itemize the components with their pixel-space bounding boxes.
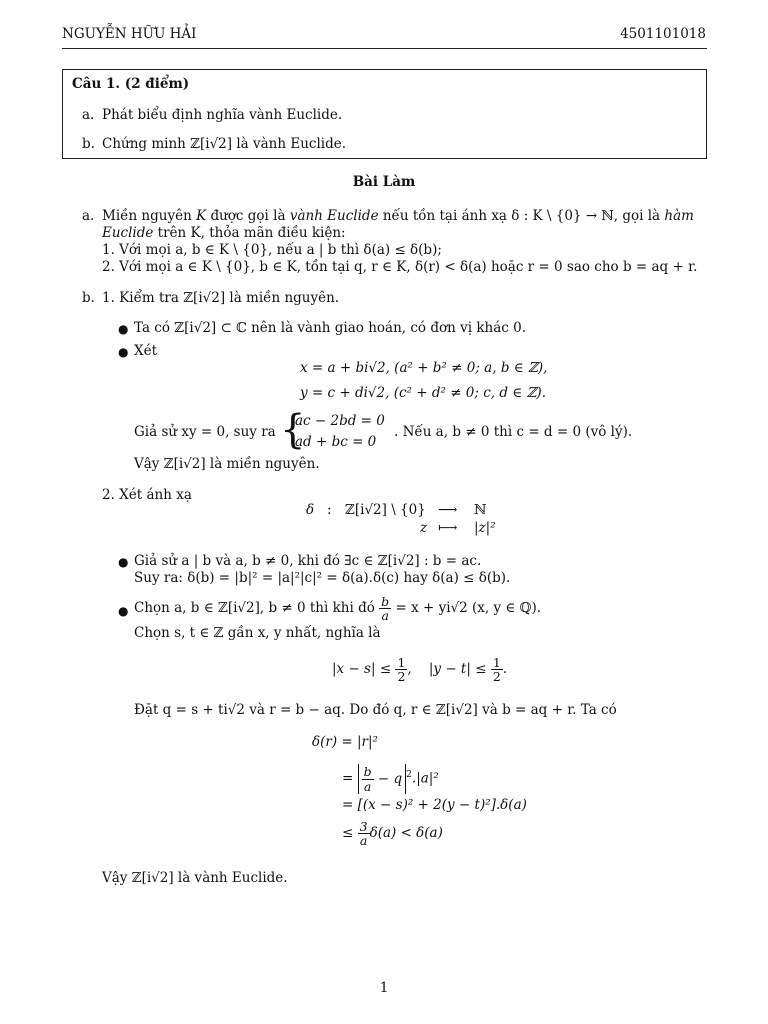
fraction-numerator: 1 [492, 654, 501, 670]
fraction-numerator: b [363, 764, 372, 780]
header-rule [62, 48, 707, 49]
solution-heading: Bài Làm [352, 174, 416, 190]
calc-2-eq: = [342, 770, 354, 787]
calc-line-4 [342, 818, 443, 848]
part-a-line1-K: K [196, 208, 207, 224]
fraction-numerator: 1 [397, 654, 406, 670]
inequalities: |x − s| ≤ $\frac{1}{2}$ , |y − t| ≤ $\frac{1}{2}$ . [332, 654, 508, 684]
bullet-4-line [134, 593, 541, 623]
bullet-icon: ● [118, 604, 129, 618]
part-b-label: b. [82, 290, 95, 306]
part-a-condition-2: 2. Với mọi a ∈ K \ {0}, b ∈ K, tồn tại q, r ∈ K, δ(r) < δ(a) hoặc r = 0 sao cho b = aq + r. [102, 259, 698, 275]
ineq-mid: |y − t| ≤ [428, 661, 487, 677]
fraction-half [395, 656, 407, 683]
part-a-line2 [102, 225, 346, 241]
map-element: z [420, 520, 428, 536]
fraction-3-over-a [358, 820, 370, 847]
system-after: . Nếu a, b ≠ 0 thì c = d = 0 (vô lý). [394, 424, 633, 440]
question-b-text: Chứng minh ℤ[i√2] là vành Euclide. [102, 136, 347, 152]
question-a-text: Phát biểu định nghĩa vành Euclide. [102, 107, 343, 123]
question-a-label: a. [82, 107, 95, 123]
equation-x: x = a + bi√2, (a² + b² ≠ 0; a, b ∈ ℤ), [300, 360, 548, 376]
map-delta: δ [306, 502, 315, 518]
set-q-r: Đặt q = s + ti√2 và r = b − aq. Do đó q, r ∈ ℤ[i√2] và b = aq + r. Ta có [134, 702, 617, 718]
final-conclusion: Vậy ℤ[i√2] là vành Euclide. [102, 870, 288, 886]
calc-line-2: = $\frac{b}{a}$ − q $^2$.|a|² [342, 764, 439, 794]
ineq-left: |x − s| ≤ [332, 661, 392, 677]
page-number: 1 [379, 980, 389, 996]
system-eq-1: ac − 2bd = 0 [295, 413, 385, 429]
map-domain: ℤ[i√2] \ {0} [345, 502, 426, 518]
fraction-denominator: 2 [397, 669, 406, 684]
system-brace: { [280, 407, 306, 453]
fraction-half [491, 656, 503, 683]
calc-line-3: = [(x − s)² + 2(y − t)²].δ(a) [342, 797, 527, 813]
fraction-denominator: a [381, 608, 389, 623]
equation-y: y = c + di√2, (c² + d² ≠ 0; c, d ∈ ℤ). [300, 385, 546, 401]
part-a-condition-1: 1. Với mọi a, b ∈ K \ {0}, nếu a | b thì δ(a) ≤ δ(b); [102, 242, 442, 258]
map-image: |z|² [474, 520, 496, 536]
system-eq-2: ad + bc = 0 [295, 434, 377, 450]
map-codomain: ℕ [474, 502, 487, 518]
choose-s-t: Chọn s, t ∈ ℤ gần x, y nhất, nghĩa là [134, 625, 381, 641]
part-a-line2-term: Euclide [102, 225, 154, 241]
part-b-step-1: 1. Kiểm tra ℤ[i√2] là miền nguyên. [102, 290, 340, 306]
suppose-text: Giả sử xy = 0, suy ra [134, 424, 276, 440]
part-b-step-2: 2. Xét ánh xạ [102, 487, 192, 503]
bullet-4-post: = x + yi√2 (x, y ∈ ℚ). [395, 600, 542, 616]
part-a-label: a. [82, 208, 95, 224]
fraction-numerator: b [381, 593, 390, 609]
student-id: 4501101018 [620, 26, 706, 42]
map-colon: : [327, 502, 332, 518]
fraction-denominator: a [363, 778, 372, 794]
fraction-numerator: 3 [359, 818, 368, 834]
bullet-icon: ● [118, 322, 129, 336]
bullet-3-line-2: Suy ra: δ(b) = |b|² = |a|²|c|² = δ(a).δ(c) hay δ(a) ≤ δ(b). [134, 570, 511, 586]
calc-2-post: .|a|² [411, 770, 439, 787]
bullet-1-text: Ta có ℤ[i√2] ⊂ ℂ nên là vành giao hoán, có đơn vị khác 0. [134, 320, 526, 336]
part-a-line1-post: nếu tồn tại ánh xạ δ : K \ {0} → ℕ, gọi là [378, 208, 665, 224]
question-title: Câu 1. (2 điểm) [72, 76, 190, 92]
bullet-4-pre: Chọn a, b ∈ ℤ[i√2], b ≠ 0 thì khi đó [134, 600, 375, 616]
part-a-line1-term2: hàm [664, 208, 694, 224]
part-a-line1-mid: được gọi là [206, 208, 290, 224]
fraction-denominator: 2 [492, 669, 501, 684]
bullet-2-text: Xét [134, 343, 158, 359]
author-name: NGUYỄN HỮU HẢI [62, 26, 197, 42]
calc-4-le: ≤ [342, 825, 354, 841]
ineq-end: . [502, 661, 508, 677]
map-mapsto: ⟼ [438, 520, 458, 536]
bullet-icon: ● [118, 555, 129, 569]
calc-2-minus-q: − q [377, 770, 403, 787]
part-a-line1-term: vành Euclide [289, 208, 379, 224]
fraction-b-over-a [362, 765, 374, 792]
part-a-line1-pre: Miền nguyên [102, 208, 197, 224]
question-b-label: b. [82, 136, 95, 152]
map-arrow: ⟶ [438, 502, 458, 518]
calc-line-1: δ(r) = |r|² [312, 734, 378, 750]
part-a-line1 [102, 208, 694, 224]
bullet-icon: ● [118, 345, 129, 359]
part-a-line2-post: trên K, thỏa mãn điều kiện: [153, 225, 346, 241]
fraction-b-over-a [379, 595, 391, 622]
calc-2-abs [358, 764, 407, 794]
bullet-3-line-1: Giả sử a | b và a, b ≠ 0, khi đó ∃c ∈ ℤ[i√2] : b = ac. [134, 553, 482, 569]
calc-4-post: δ(a) < δ(a) [369, 825, 443, 841]
conclusion-1: Vậy ℤ[i√2] là miền nguyên. [134, 456, 320, 472]
fraction-denominator: a [359, 833, 368, 848]
